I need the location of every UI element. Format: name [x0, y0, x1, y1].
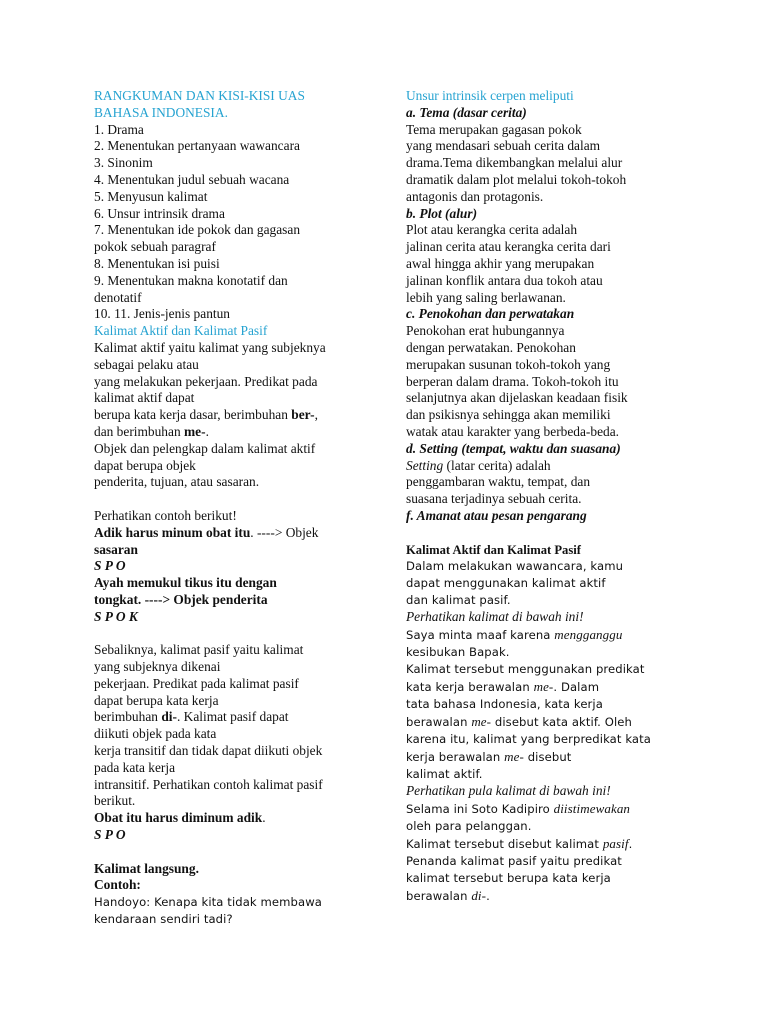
list-item: 3. Sinonim: [94, 155, 153, 171]
text: . ----> Objek penderita: [137, 591, 268, 607]
paragraph-line: karena itu, kalimat yang berpredikat kata: [406, 732, 651, 747]
example-sentence: [406, 800, 686, 818]
paragraph-line: Sebaliknya, kalimat pasif yaitu kalimat: [94, 642, 304, 658]
example-1: [94, 525, 386, 542]
spacer: [94, 626, 386, 643]
text: . ----> Objek: [250, 524, 319, 540]
text: di-: [471, 887, 487, 903]
text: kerja berawalan: [406, 750, 505, 765]
text: . Dalam: [553, 680, 600, 695]
example-2-cont: [94, 592, 386, 609]
text: .: [262, 810, 266, 826]
doc-title-line-2: BAHASA INDONESIA.: [94, 104, 228, 120]
paragraph-line: penderita, tujuan, atau sasaran.: [94, 474, 260, 490]
kalimat-langsung-heading: Kalimat langsung.: [94, 860, 199, 876]
instruction-line: Perhatikan kalimat di bawah ini!: [406, 609, 584, 625]
text: ,: [314, 407, 318, 423]
list-item: 8. Menentukan isi puisi: [94, 255, 220, 271]
text: . Kalimat pasif dapat: [176, 709, 289, 725]
text: tongkat: [94, 591, 138, 607]
example-sentence-cont: kesibukan Bapak.: [406, 645, 510, 660]
spacer: [94, 491, 386, 508]
paragraph-line: tata bahasa Indonesia, kata kerja: [406, 697, 603, 712]
example-1-pattern: S P O: [94, 558, 126, 574]
contoh-label: Contoh:: [94, 877, 141, 893]
paragraph-line: kerja transitif dan tidak dapat diikuti objek: [94, 743, 323, 759]
list-item: 6. Unsur intrinsik drama: [94, 205, 225, 221]
paragraph-line: kalimat aktif.: [406, 767, 483, 782]
paragraph-line: merupakan susunan tokoh-tokoh yang: [406, 356, 611, 372]
paragraph-line: [406, 713, 686, 731]
text: Obat itu harus diminum adik: [94, 810, 263, 826]
paragraph-line: dapat berupa kata kerja: [94, 692, 219, 708]
list-item: pokok sebuah paragraf: [94, 239, 216, 255]
text: Setting: [406, 457, 444, 473]
paragraph-line: sebagai pelaku atau: [94, 356, 199, 372]
paragraph-line: yang melakukan pekerjaan. Predikat pada: [94, 373, 318, 389]
paragraph-line: watak atau karakter yang berbeda-beda.: [406, 423, 620, 439]
paragraph-line: Kalimat aktif yaitu kalimat yang subjeknya: [94, 339, 326, 355]
spacer: [406, 525, 686, 542]
example-2-pattern: S P O K: [94, 608, 138, 624]
text: disebut: [523, 750, 572, 765]
paragraph-line: intransitif. Perhatikan contoh kalimat pasif: [94, 776, 323, 792]
affix-me: me-: [184, 423, 206, 439]
paragraph-line: dan kalimat pasif.: [406, 593, 511, 608]
paragraph-line: pada kata kerja: [94, 759, 176, 775]
paragraph-line: yang subjeknya dikenai: [94, 659, 221, 675]
paragraph-line: [406, 835, 686, 853]
list-item: 1. Drama: [94, 121, 144, 137]
text: mengganggu: [554, 627, 623, 643]
text: Selama ini Soto Kadipiro: [406, 801, 554, 816]
paragraph-line: dan psikisnya sehingga akan memiliki: [406, 407, 611, 423]
paragraph-line: jalinan konflik antara dua tokoh atau: [406, 272, 603, 288]
paragraph-line: jalinan cerita atau kerangka cerita dari: [406, 239, 611, 255]
paragraph-line: antagonis dan protagonis.: [406, 188, 544, 204]
paragraph-line: suasana terjadinya sebuah cerita.: [406, 491, 582, 507]
text: berimbuhan: [94, 709, 162, 725]
paragraph-line: dramatik dalam plot melalui tokoh-tokoh: [406, 171, 627, 187]
text: kata kerja berawalan: [406, 680, 534, 695]
paragraph-line: [406, 458, 686, 475]
paragraph-line: kalimat tersebut berupa kata kerja: [406, 870, 611, 885]
paragraph-line: Plot atau kerangka cerita adalah: [406, 222, 578, 238]
paragraph-line: [94, 407, 386, 424]
paragraph-line: pekerjaan. Predikat pada kalimat pasif: [94, 675, 299, 691]
paragraph-line: Penanda kalimat pasif yaitu predikat: [406, 853, 622, 868]
paragraph-line: drama.Tema dikembangkan melalui alur: [406, 155, 623, 171]
paragraph-line: selanjutnya akan dijelaskan keadaan fisik: [406, 390, 628, 406]
affix-ber: ber-: [291, 407, 315, 423]
list-item: 7. Menentukan ide pokok dan gagasan: [94, 222, 301, 238]
paragraph-line: [94, 424, 386, 441]
paragraph-line: lebih yang saling berlawanan.: [406, 289, 566, 305]
paragraph-line: kalimat aktif dapat: [94, 390, 195, 406]
instruction-line: Perhatikan pula kalimat di bawah ini!: [406, 783, 611, 799]
list-item: denotatif: [94, 289, 142, 305]
example-3: [94, 810, 386, 827]
paragraph-line: awal hingga akhir yang merupakan: [406, 255, 595, 271]
example-sentence-cont: oleh para pelanggan.: [406, 818, 532, 833]
affix-di: di-: [161, 709, 177, 725]
subheading-setting: d. Setting (tempat, waktu dan suasana): [406, 440, 621, 456]
paragraph-line: dapat berupa objek: [94, 457, 196, 473]
paragraph-line: [406, 678, 686, 696]
paragraph-line: yang mendasari sebuah cerita dalam: [406, 138, 601, 154]
text: me-: [504, 749, 524, 765]
text: Kalimat tersebut disebut kalimat: [406, 836, 603, 851]
text: (latar cerita) adalah: [443, 457, 551, 473]
paragraph-line: Dalam melakukan wawancara, kamu: [406, 559, 624, 574]
paragraph-line: [406, 887, 686, 905]
text: dan berimbuhan: [94, 423, 184, 439]
list-item: 5. Menyusun kalimat: [94, 188, 208, 204]
text: .: [205, 423, 209, 439]
text: Saya minta maaf karena: [406, 628, 555, 643]
doc-title-line-1: RANGKUMAN DAN KISI-KISI UAS: [94, 88, 305, 103]
dialogue-line: Handoyo: Kenapa kita tidak membawa: [94, 895, 322, 910]
paragraph-line: berperan dalam drama. Tokoh-tokoh itu: [406, 373, 619, 389]
text: .: [486, 888, 490, 903]
subheading-plot: b. Plot (alur): [406, 205, 478, 221]
paragraph-line: Tema merupakan gagasan pokok: [406, 121, 582, 137]
list-item: 2. Menentukan pertanyaan wawancara: [94, 138, 300, 154]
text: berawalan: [406, 715, 472, 730]
subheading-penokohan: c. Penokohan dan perwatakan: [406, 306, 575, 322]
example-sentence: [406, 626, 686, 644]
contoh-intro: Perhatikan contoh berikut!: [94, 507, 237, 523]
text: Adik harus minum obat itu: [94, 524, 251, 540]
text: me-: [533, 679, 554, 695]
text: berawalan: [406, 888, 472, 903]
left-column: [94, 88, 386, 928]
paragraph-line: diikuti objek pada kata: [94, 726, 217, 742]
list-item: 9. Menentukan makna konotatif dan: [94, 272, 288, 288]
list-item: 10. 11. Jenis-jenis pantun: [94, 306, 230, 322]
paragraph-line: Kalimat tersebut menggunakan predikat: [406, 662, 645, 677]
list-item: 4. Menentukan judul sebuah wacana: [94, 171, 290, 187]
subheading-tema: a. Tema (dasar cerita): [406, 104, 527, 120]
section-heading-kalimat: Kalimat Aktif dan Kalimat Pasif: [406, 542, 581, 557]
paragraph-line: [406, 748, 686, 766]
subheading-amanat: f. Amanat atau pesan pengarang: [406, 507, 587, 523]
paragraph-line: dapat menggunakan kalimat aktif: [406, 576, 606, 591]
example-1-cont: sasaran: [94, 541, 138, 557]
section-heading-aktif-pasif: Kalimat Aktif dan Kalimat Pasif: [94, 323, 268, 339]
text: berupa kata kerja dasar, berimbuhan: [94, 407, 292, 423]
paragraph-line: penggambaran waktu, tempat, dan: [406, 474, 591, 490]
dialogue-line: kendaraan sendiri tadi?: [94, 912, 233, 927]
text: pasif: [602, 835, 629, 851]
right-column: [406, 88, 686, 905]
text: disebut kata aktif. Oleh: [491, 715, 632, 730]
spacer: [94, 844, 386, 861]
section-heading-unsur: Unsur intrinsik cerpen meliputi: [406, 88, 574, 103]
example-2: Ayah memukul tikus itu dengan: [94, 575, 277, 591]
paragraph-line: [94, 709, 386, 726]
paragraph-line: dengan perwatakan. Penokohan: [406, 339, 576, 355]
example-3-pattern: S P O: [94, 827, 126, 843]
paragraph-line: Penokohan erat hubungannya: [406, 323, 565, 339]
text: diistimewakan: [553, 800, 631, 816]
paragraph-line: berikut.: [94, 793, 136, 809]
paragraph-line: Objek dan pelengkap dalam kalimat aktif: [94, 440, 316, 456]
text: me-: [471, 714, 492, 730]
text: .: [628, 836, 633, 851]
